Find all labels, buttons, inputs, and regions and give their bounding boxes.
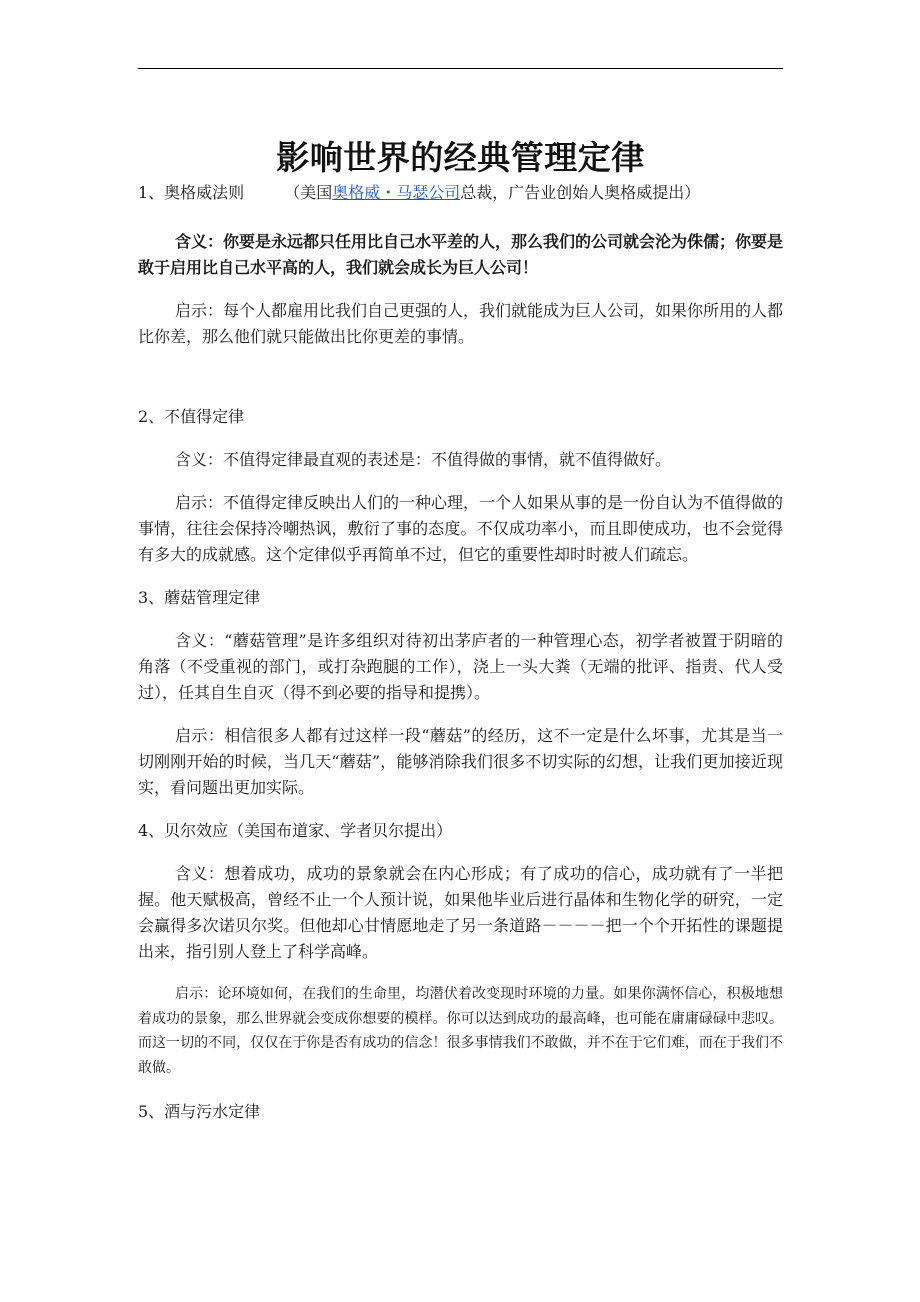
section-1-note [284,183,700,202]
section-5-title: 5、酒与污水定律 [138,1102,261,1121]
section-2-meaning: 含义：不值得定律最直观的表述是：不值得做的事情，就不值得做好。 [175,450,672,469]
section-3-insight: 启示：相信很多人都有过这样一段“蘑菇”的经历，这不一定是什么坏事，尤其是当一切刚刚开始的时候，当几天“蘑菇”，能够消除我们很多不切实际的幻想，让我们更加接近现实，看问题出更加实际。 [138,726,783,797]
section-1-meaning: 含义：你要是永远都只任用比自己水平差的人，那么我们的公司就会沦为侏儒；你要是敢于启用比自己水平高的人，我们就会成长为巨人公司！ [138,232,784,277]
section-1-note-suffix: 总裁，广告业创始人奥格威提出） [460,183,701,202]
section-3-meaning: 含义：“蘑菇管理”是许多组织对待初出茅庐者的一种管理心态，初学者被置于阴暗的角落（不受重视的部门，或打杂跑腿的工作），浇上一头大粪（无端的批评、指责、代人受过），任其自生自灭（得不到必要的指导和提携）。 [138,631,783,702]
section-4-title: 4、贝尔效应（美国布道家、学者贝尔提出） [138,821,453,840]
section-heading [138,180,783,206]
ogilvy-mather-link[interactable]: 奥格威・马瑟公司 [332,183,461,202]
section-4-insight: 启示：论环境如何，在我们的生命里，均潜伏着改变现时环境的力量。如果你满怀信心，积极地想着成功的景象，那么世界就会变成你想要的模样。你可以达到成功的最高峰，也可能在庸庸碌碌中悲叹。而这一切的不同，仅仅在于你是否有成功的信念！很多事情我们不敢做，并不在于它们难，而在于我们不敢做。 [138,986,783,1076]
section-1-title: 1、奥格威法则 [138,183,245,202]
section-4-meaning: 含义：想着成功，成功的景象就会在内心形成；有了成功的信心，成功就有了一半把握。他天赋极高，曾经不止一个人预计说，如果他毕业后进行晶体和生物化学的研究，一定会赢得多次诺贝尔奖。但他却心甘情愿地走了另一条道路－－－－把一个个开拓性的课题提出来，指引别人登上了科学高峰。 [138,864,783,961]
section-2-insight: 启示：不值得定律反映出人们的一种心理，一个人如果从事的是一份自认为不值得做的事情，往往会保持冷嘲热讽，敷衍了事的态度。不仅成功率小，而且即使成功，也不会觉得有多大的成就感。这个定律似乎再简单不过，但它的重要性却时时被人们疏忘。 [138,493,784,564]
section-2-title: 2、不值得定律 [138,407,245,426]
document-title: 影响世界的经典管理定律 [276,138,645,178]
section-3-title: 3、蘑菇管理定律 [138,588,261,607]
header-rule [138,68,783,69]
section-1-note-prefix: （美国 [284,183,333,202]
document-body [138,180,783,1125]
section-1-insight: 启示：每个人都雇用比我们自己更强的人，我们就能成为巨人公司，如果你所用的人都比你差，那么他们就只能做出比你更差的事情。 [138,301,784,346]
